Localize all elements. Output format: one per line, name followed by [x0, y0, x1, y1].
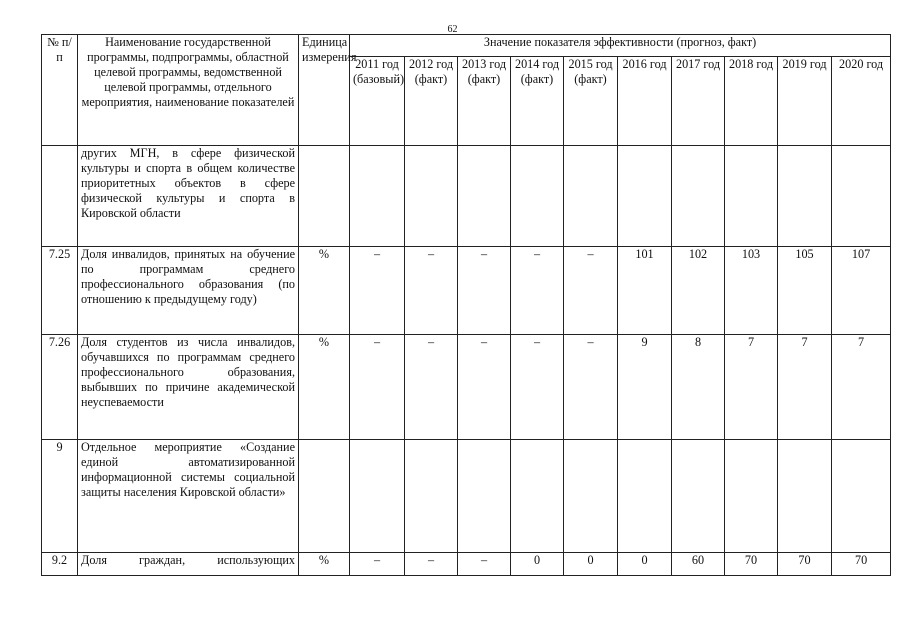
header-year: 2012 год (факт) [405, 57, 458, 146]
header-year: 2018 год [725, 57, 778, 146]
header-values: Значение показателя эффективности (прогноз, факт) [350, 35, 891, 57]
row-num: 9 [42, 440, 78, 553]
row-value [511, 440, 564, 553]
row-value [832, 146, 891, 247]
row-value: 101 [618, 247, 672, 335]
row-value: 70 [725, 553, 778, 576]
header-year: 2019 год [778, 57, 832, 146]
row-unit: % [299, 335, 350, 440]
row-value: 102 [672, 247, 725, 335]
row-num: 9.2 [42, 553, 78, 576]
row-value: 0 [564, 553, 618, 576]
row-value: 7 [832, 335, 891, 440]
header-year: 2020 год [832, 57, 891, 146]
row-value: – [511, 335, 564, 440]
row-value: 0 [618, 553, 672, 576]
row-name: Доля граждан, использующих [78, 553, 299, 576]
row-num [42, 146, 78, 247]
row-value [725, 146, 778, 247]
row-value: 60 [672, 553, 725, 576]
row-unit: % [299, 553, 350, 576]
row-name: Отдельное мероприятие «Создание единой автоматизированной информационной системы социальной защиты населения Кировской области» [78, 440, 299, 553]
row-value [405, 440, 458, 553]
row-value: – [458, 335, 511, 440]
row-value [564, 440, 618, 553]
row-value [618, 440, 672, 553]
row-value: – [350, 335, 405, 440]
row-value: 103 [725, 247, 778, 335]
row-value: – [564, 247, 618, 335]
row-value [832, 440, 891, 553]
row-value [405, 146, 458, 247]
table-row [42, 335, 891, 440]
row-unit: % [299, 247, 350, 335]
row-value: 105 [778, 247, 832, 335]
row-value [672, 440, 725, 553]
row-value: – [511, 247, 564, 335]
indicators-table [41, 34, 891, 576]
page-number: 62 [447, 24, 458, 35]
row-value [350, 146, 405, 247]
header-year: 2013 год (факт) [458, 57, 511, 146]
row-value: – [405, 335, 458, 440]
row-value: 7 [725, 335, 778, 440]
row-value [458, 146, 511, 247]
header-num: № п/п [42, 35, 78, 146]
row-name: Доля инвалидов, принятых на обучение по программам среднего профессионального образования (по отношению к предыдущему году) [78, 247, 299, 335]
row-value [350, 440, 405, 553]
row-value: – [350, 553, 405, 576]
row-value: 70 [778, 553, 832, 576]
row-name: Доля студентов из числа инвалидов, обучавшихся по программам среднего профессионального образования, выбывших по причине академической неуспеваемости [78, 335, 299, 440]
header-year: 2016 год [618, 57, 672, 146]
row-num: 7.25 [42, 247, 78, 335]
header-year: 2014 год (факт) [511, 57, 564, 146]
row-value: 7 [778, 335, 832, 440]
table-row [42, 553, 891, 576]
row-unit [299, 440, 350, 553]
row-value: 8 [672, 335, 725, 440]
row-num: 7.26 [42, 335, 78, 440]
row-value: – [458, 553, 511, 576]
header-name: Наименование государственной программы, подпрограммы, областной целевой программы, ведомственной целевой программы, отдельного мероприятия, наименование показателей [78, 35, 299, 146]
table-row [42, 440, 891, 553]
row-value [618, 146, 672, 247]
row-value: 0 [511, 553, 564, 576]
row-value [778, 146, 832, 247]
row-unit [299, 146, 350, 247]
row-value [458, 440, 511, 553]
row-value: 9 [618, 335, 672, 440]
row-value: – [405, 553, 458, 576]
header-year: 2011 год (базовый) [350, 57, 405, 146]
header-unit: Единица измерения [299, 35, 350, 146]
row-value [672, 146, 725, 247]
row-value: 70 [832, 553, 891, 576]
row-value [511, 146, 564, 247]
header-year: 2015 год (факт) [564, 57, 618, 146]
row-value: – [405, 247, 458, 335]
row-value [725, 440, 778, 553]
row-value: – [350, 247, 405, 335]
row-name: других МГН, в сфере физической культуры и спорта в общем количестве приоритетных объектов в сфере физической культуры и спорта в Кировской области [78, 146, 299, 247]
row-value [564, 146, 618, 247]
row-value [778, 440, 832, 553]
table-row [42, 146, 891, 247]
row-value: 107 [832, 247, 891, 335]
row-value: – [564, 335, 618, 440]
table-row [42, 247, 891, 335]
header-year: 2017 год [672, 57, 725, 146]
row-value: – [458, 247, 511, 335]
